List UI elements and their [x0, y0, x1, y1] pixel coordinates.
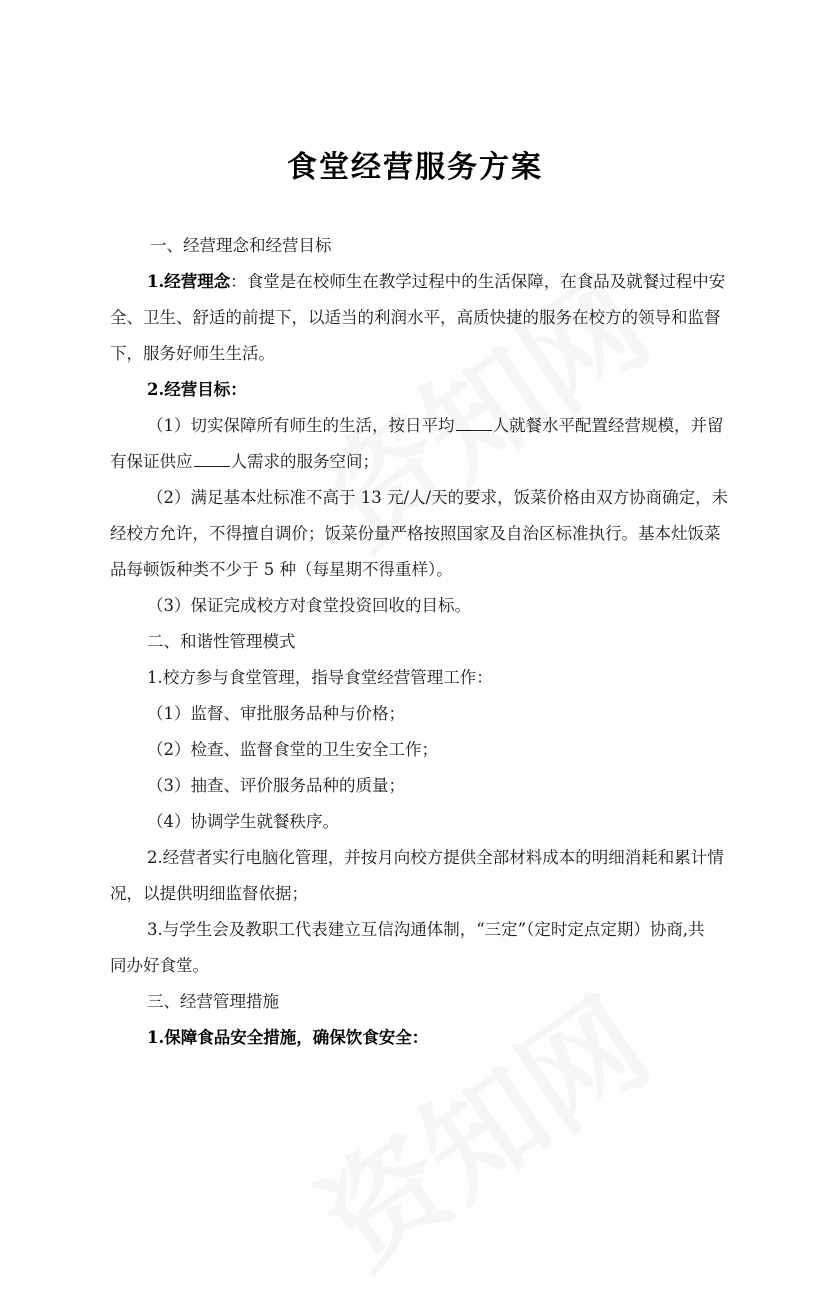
watermark — [283, 952, 677, 1299]
section2-sub3: （3）抽查、评价服务品种的质量； — [147, 776, 405, 795]
section2-item2-line2: 况，以提供明细监督依据； — [110, 884, 308, 903]
section3-heading: 三、经营管理措施 — [147, 992, 279, 1011]
section2-heading: 二、和谐性管理模式 — [147, 632, 296, 651]
philosophy-label: 1.经营理念 — [147, 272, 231, 291]
philosophy-paragraph-line1 — [147, 268, 725, 292]
philosophy-paragraph-line3: 下，服务好师生生活。 — [110, 344, 275, 363]
section2-item1: 1.校方参与食堂管理，指导食堂经营管理工作： — [147, 668, 493, 687]
fill-in-blank[interactable] — [194, 452, 230, 467]
section2-sub2: （2）检查、监督食堂的卫生安全工作； — [147, 740, 438, 759]
goal3-line: （3）保证完成校方对食堂投资回收的目标。 — [147, 596, 471, 615]
goal1-line2: 有保证供应 人需求的服务空间； — [110, 452, 379, 471]
goal2-line1: （2）满足基本灶标准不高于 13 元/人/天的要求，饭菜价格由双方协商确定，未 — [147, 488, 729, 507]
philosophy-text: ：食堂是在校师生在教学过程中的生活保障，在食品及就餐过程中安 — [230, 272, 726, 291]
section2-sub4: （4）协调学生就餐秩序。 — [147, 812, 339, 831]
philosophy-paragraph-line2: 全、卫生、舒适的前提下，以适当的利润水平，高质快捷的服务在校方的领导和监督 — [110, 308, 721, 327]
section2-item3-line1: 3.与学生会及教职工代表建立互信沟通体制，“三定”（定时定点定期）协商,共 — [147, 920, 705, 939]
goal2-line3: 品每顿饭种类不少于 5 种（每星期不得重样）。 — [110, 560, 453, 579]
section3-item1: 1.保障食品安全措施，确保饮食安全： — [147, 1028, 429, 1047]
goal2-line2: 经校方允许，不得擅自调价；饭菜份量严格按照国家及自治区标准执行。基本灶饭菜 — [110, 524, 721, 543]
fill-in-blank[interactable] — [456, 416, 492, 431]
section1-heading: 一、经营理念和经营目标 — [150, 236, 332, 255]
goals-label: 2.经营目标： — [147, 380, 247, 399]
section2-item3-line2: 同办好食堂。 — [110, 956, 209, 975]
goal1-line1: （1）切实保障所有师生的生活，按日平均 人就餐水平配置经营规模，并留 — [147, 416, 724, 435]
section2-item2-line1: 2.经营者实行电脑化管理，并按月向校方提供全部材料成本的明细消耗和累计情 — [147, 848, 724, 867]
document-title: 食堂经营服务方案 — [287, 150, 543, 185]
section2-sub1: （1）监督、审批服务品种与价格； — [147, 704, 405, 723]
